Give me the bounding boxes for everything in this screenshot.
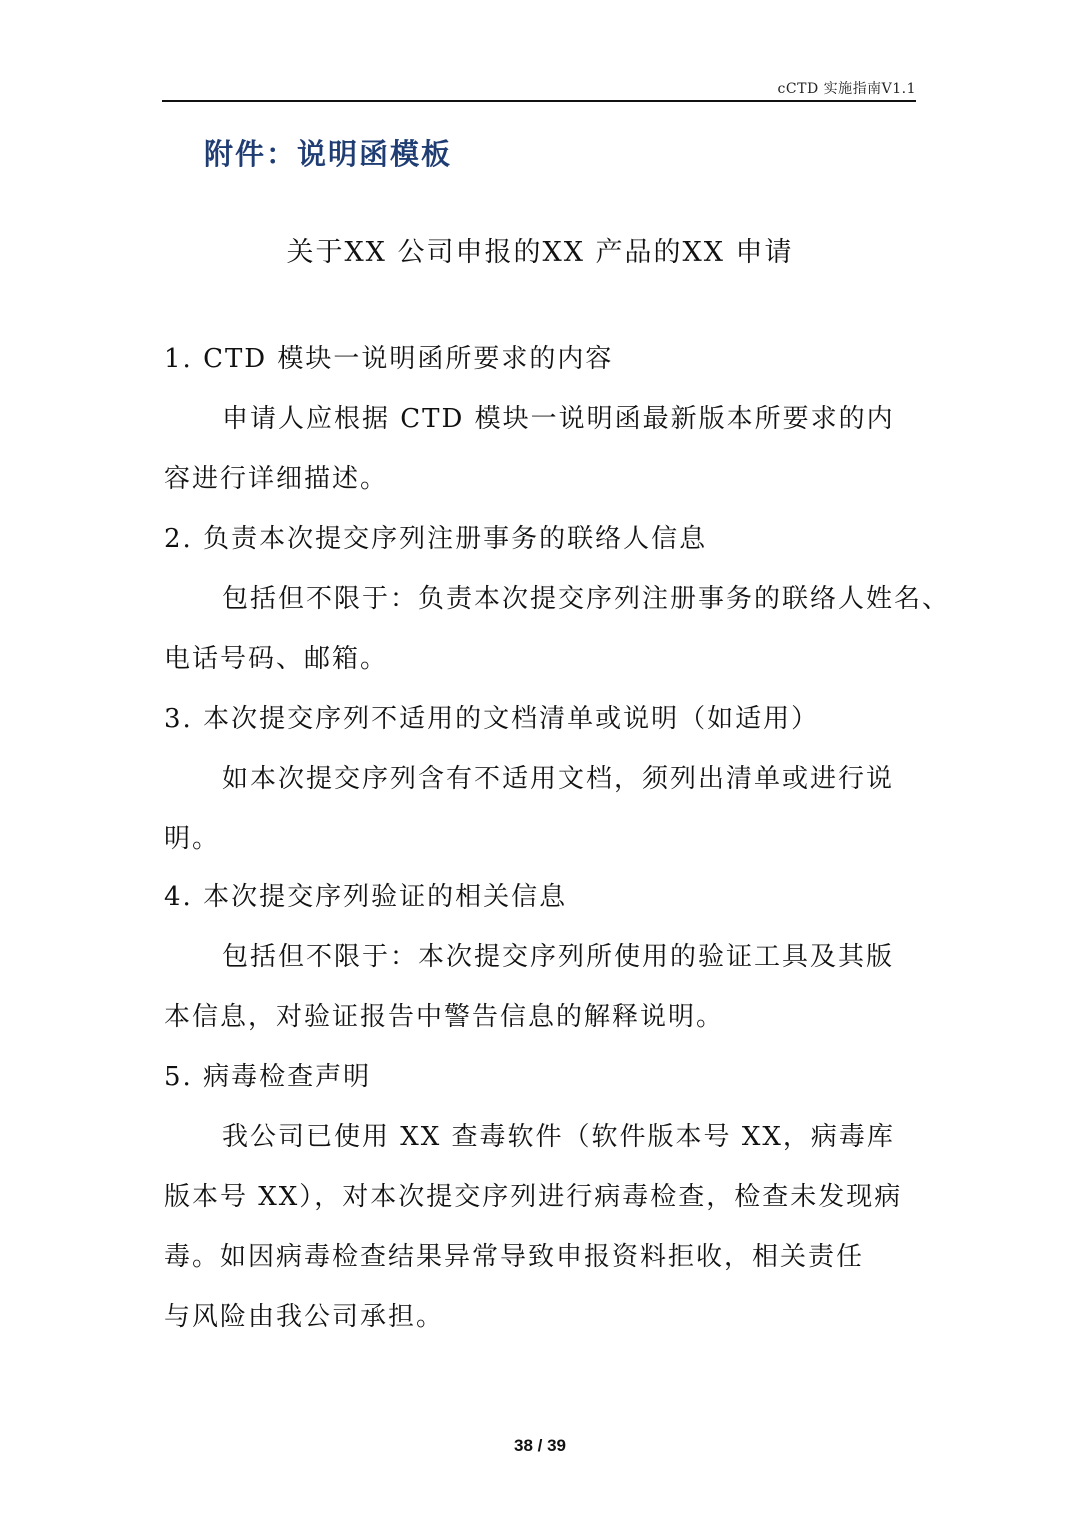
section-3-body-line-1: 如本次提交序列含有不适用文档，须列出清单或进行说 xyxy=(222,764,895,794)
section-1-body-line-2: 容进行详细描述。 xyxy=(164,464,389,494)
page-number: 38 / 39 xyxy=(514,1436,566,1455)
section-2-heading: 2. 负责本次提交序列注册事务的联络人信息 xyxy=(164,524,708,554)
section-2-body-line-1: 包括但不限于：负责本次提交序列注册事务的联络人姓名、 xyxy=(222,584,951,614)
page-header-text: cCTD 实施指南V1.1 xyxy=(777,81,916,97)
section-5-heading: 5. 病毒检查声明 xyxy=(164,1062,372,1092)
section-3-heading: 3. 本次提交序列不适用的文档清单或说明（如适用） xyxy=(164,704,820,734)
section-5-body-line-1: 我公司已使用 XX 查毒软件（软件版本号 XX，病毒库 xyxy=(222,1122,895,1152)
section-3-body-line-2: 明。 xyxy=(164,824,221,854)
section-4-body-line-1: 包括但不限于：本次提交序列所使用的验证工具及其版 xyxy=(222,942,895,972)
document-title: 关于XX 公司申报的XX 产品的XX 申请 xyxy=(286,237,794,268)
section-1-heading: 1. CTD 模块一说明函所要求的内容 xyxy=(164,344,614,374)
section-4-body-line-2: 本信息，对验证报告中警告信息的解释说明。 xyxy=(164,1002,725,1032)
section-1-body-line-1: 申请人应根据 CTD 模块一说明函最新版本所要求的内 xyxy=(222,404,895,434)
section-5-body-line-2: 版本号 XX），对本次提交序列进行病毒检查，检查未发现病 xyxy=(164,1182,903,1212)
section-4-heading: 4. 本次提交序列验证的相关信息 xyxy=(164,882,568,912)
header-rule xyxy=(162,100,916,102)
section-2-body-line-2: 电话号码、邮箱。 xyxy=(164,644,389,674)
appendix-title: 附件：说明函模板 xyxy=(204,137,453,171)
section-5-body-line-3: 毒。如因病毒检查结果异常导致申报资料拒收，相关责任 xyxy=(164,1242,865,1272)
section-5-body-line-4: 与风险由我公司承担。 xyxy=(164,1302,445,1332)
